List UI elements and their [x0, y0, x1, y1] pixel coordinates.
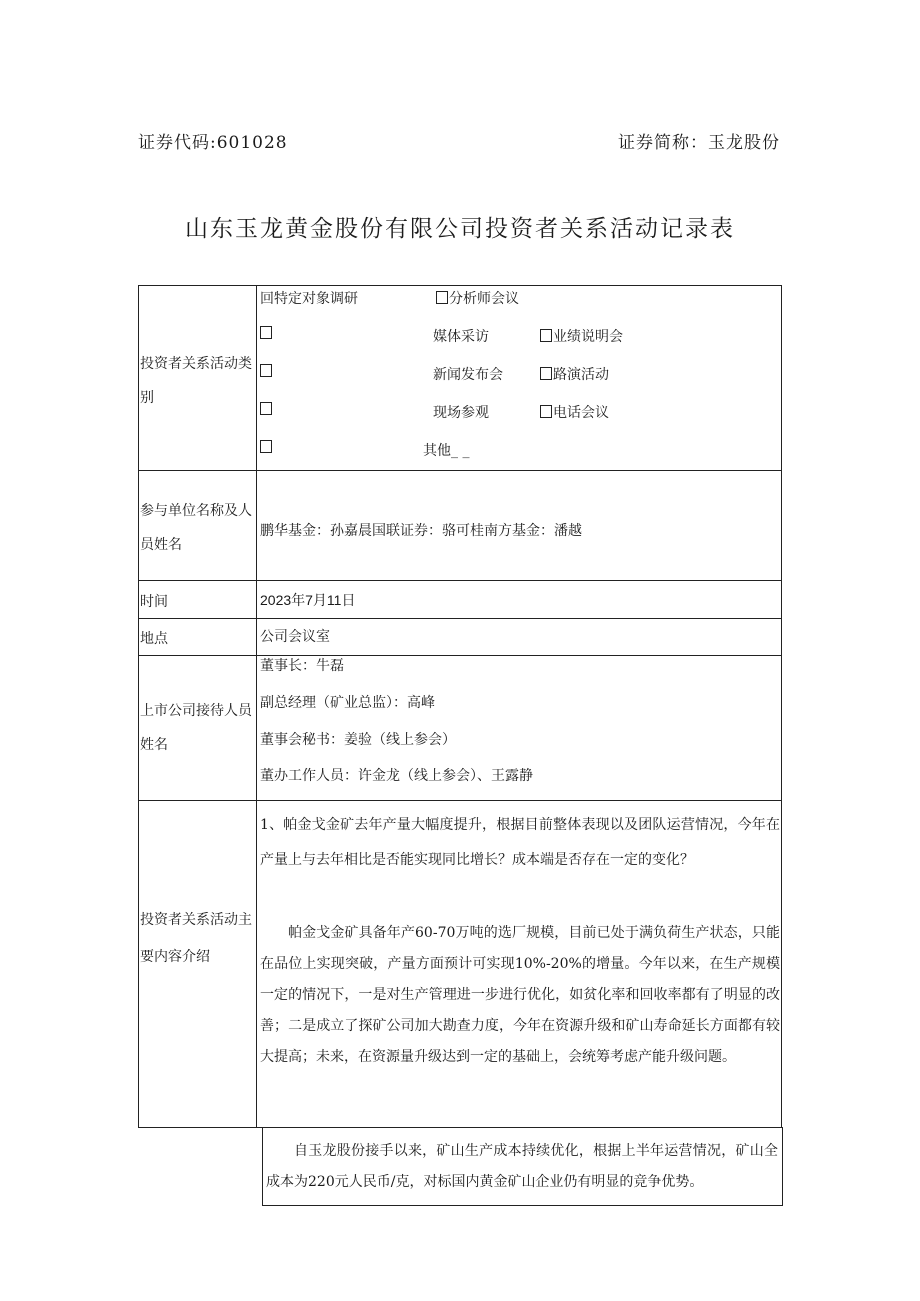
- checkbox-icon: [260, 440, 272, 453]
- reception-person: 董事长：牛磊: [260, 658, 344, 674]
- row-divider: [138, 580, 782, 581]
- checkbox-icon: [540, 405, 552, 418]
- location-label: 地点: [140, 631, 168, 647]
- continuation-box-left: [262, 1127, 263, 1206]
- location-value: 公司会议室: [260, 629, 330, 645]
- site-visit-label: 现场参观: [433, 405, 489, 421]
- continuation-paragraph: 自玉龙股份接手以来，矿山生产成本持续优化，根据上半年运营情况，矿山全成本为220元人民币/克，对标国内黄金矿山企业仍有明显的竞争优势。: [266, 1143, 778, 1190]
- question-paragraph: 1、帕金戈金矿去年产量大幅度提升，根据目前整体表现以及团队运营情况，今年在产量上与去年相比是否能实现同比增长？成本端是否存在一定的变化？: [260, 817, 780, 868]
- table-border-bottom: [138, 1127, 262, 1128]
- earnings-briefing-label: 业绩说明会: [553, 329, 623, 345]
- option-other-checkbox[interactable]: [260, 440, 273, 456]
- participants-value: 鹏华基金：孙嘉晨国联证券：骆可桂南方基金：潘越: [260, 523, 582, 539]
- continuation-box-top: [262, 1127, 783, 1128]
- row-divider: [138, 470, 782, 471]
- row-divider: [138, 800, 782, 801]
- roadshow-label: 路演活动: [553, 367, 609, 383]
- option-media-interview-checkbox[interactable]: [260, 326, 273, 342]
- time-label: 时间: [140, 594, 168, 610]
- specific-research-label: 回特定对象调研: [260, 291, 358, 307]
- content-label: 投资者关系活动主要内容介绍: [140, 912, 252, 965]
- option-specific-research[interactable]: [260, 288, 358, 308]
- press-conference-label: 新闻发布会: [433, 367, 503, 383]
- media-interview-label: 媒体采访: [433, 329, 489, 345]
- option-conference-call[interactable]: [540, 402, 609, 422]
- checkbox-icon: [260, 402, 272, 415]
- stock-short-name: 证券简称：玉龙股份: [618, 133, 780, 153]
- continuation-box-bottom: [262, 1205, 783, 1206]
- reception-person: 副总经理（矿业总监）：高峰: [260, 695, 435, 711]
- option-earnings-briefing[interactable]: [540, 326, 623, 346]
- option-analyst-meeting[interactable]: [436, 288, 519, 308]
- other-label: 其他_ _: [423, 443, 470, 459]
- row-divider: [138, 618, 782, 619]
- checkbox-icon: [260, 326, 272, 339]
- stock-code: 证券代码:601028: [138, 133, 288, 153]
- reception-person: 董办工作人员：许金龙（线上参会）、王露静: [260, 768, 533, 784]
- continuation-box-right: [782, 1127, 783, 1206]
- participants-label: 参与单位名称及人员姓名: [140, 503, 252, 553]
- table-border-left: [138, 285, 139, 1128]
- table-border-top: [138, 285, 782, 286]
- answer-paragraph: 帕金戈金矿具备年产60-70万吨的选厂规模，目前已处于满负荷生产状态，只能在品位上实现突破，产量方面预计可实现10%-20%的增量。今年以来，在生产规模一定的情况下，一是对生产管理进一步进行优化，如贫化率和回收率都有了明显的改善；二是成立了探矿公司加大勘查力度，今年在资源升级和矿山寿命延长方面都有较大提高；未来，在资源量升级达到一定的基础上，会统筹考虑产能升级问题。: [260, 925, 780, 1065]
- reception-label: 上市公司接待人员姓名: [140, 703, 252, 753]
- checkbox-icon: [540, 329, 552, 342]
- option-press-conference-checkbox[interactable]: [260, 364, 273, 380]
- checkbox-icon: [436, 291, 448, 304]
- option-site-visit-checkbox[interactable]: [260, 402, 273, 418]
- reception-person: 董事会秘书：姜验（线上参会）: [260, 732, 456, 748]
- row-divider: [138, 655, 782, 656]
- checkbox-icon: [540, 367, 552, 380]
- analyst-meeting-label: 分析师会议: [449, 291, 519, 307]
- conference-call-label: 电话会议: [553, 405, 609, 421]
- checkbox-icon: [260, 364, 272, 377]
- document-title: 山东玉龙黄金股份有限公司投资者关系活动记录表: [185, 216, 735, 242]
- activity-type-label: 投资者关系活动类别: [140, 356, 252, 406]
- table-border-right: [781, 285, 782, 1128]
- time-value: 2023年7月11日: [260, 592, 356, 608]
- column-divider: [256, 285, 257, 1128]
- option-roadshow[interactable]: [540, 364, 609, 384]
